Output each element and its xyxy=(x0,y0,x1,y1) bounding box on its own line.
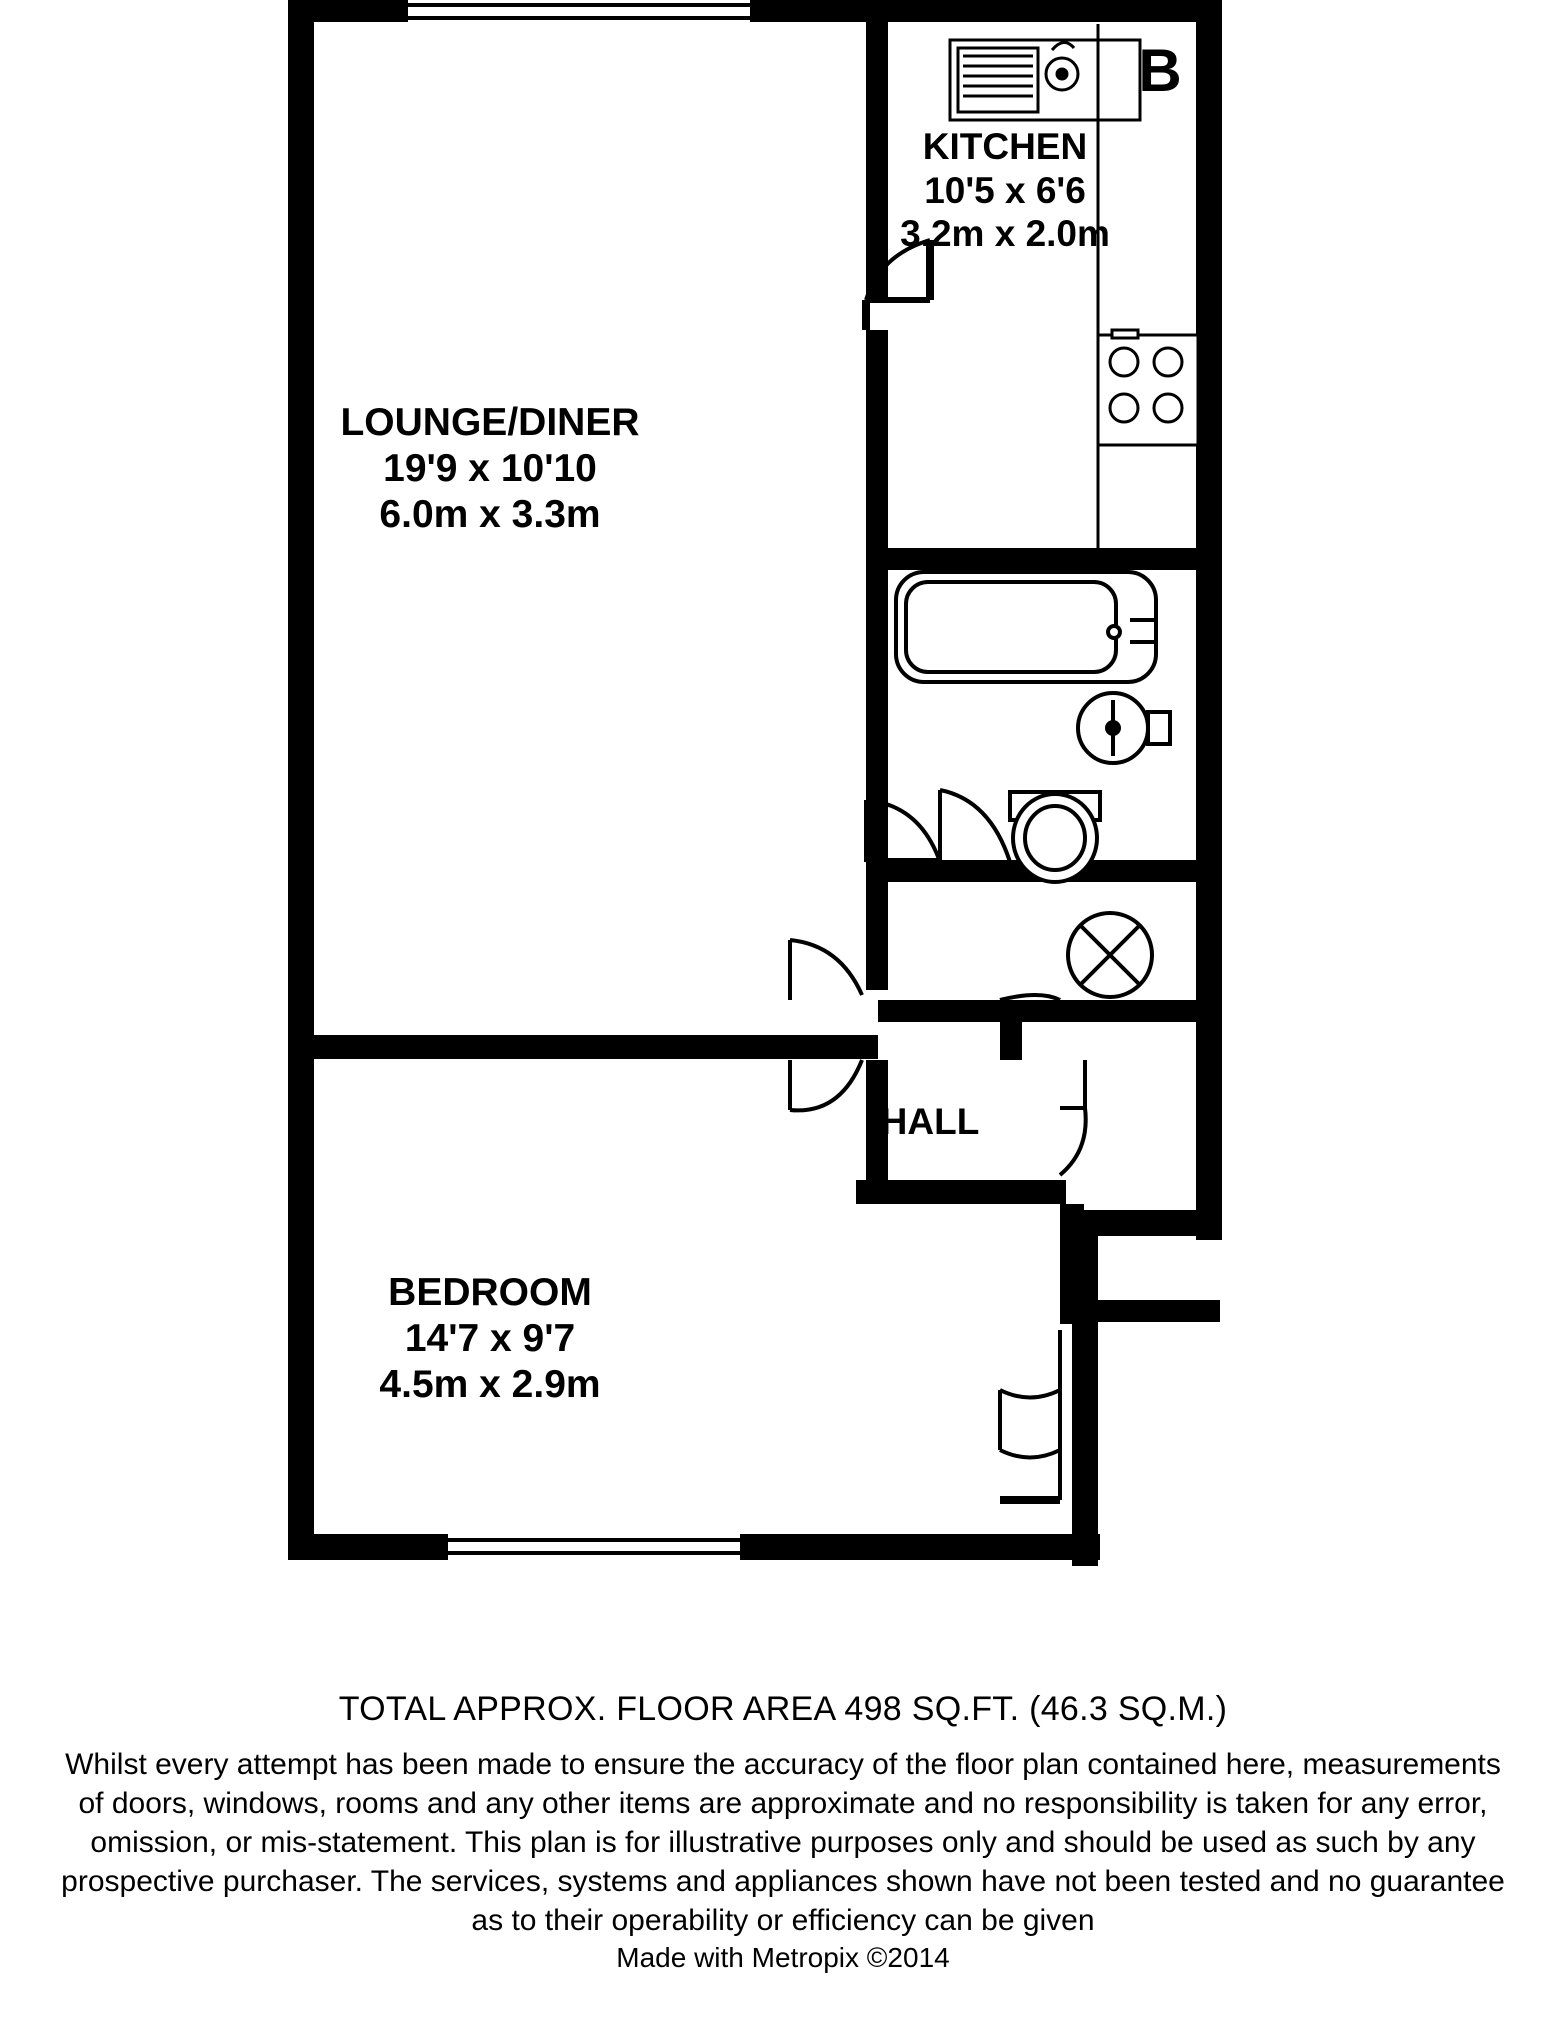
disclaimer-line: of doors, windows, rooms and any other items are approximate and no responsibility is taken for any error, xyxy=(78,1787,1488,1820)
disclaimer-line: omission, or mis-statement. This plan is for illustrative purposes only and should be used as such by any xyxy=(90,1826,1476,1859)
room-name: LOUNGE/DINER xyxy=(340,401,640,444)
cylinder-icon xyxy=(1068,913,1152,997)
room-name: KITCHEN xyxy=(922,126,1088,167)
room-label-hall xyxy=(830,1100,1030,1144)
room-label-kitchen xyxy=(830,125,1180,256)
room-name: HALL xyxy=(880,1101,980,1142)
total-floor-area: TOTAL APPROX. FLOOR AREA 498 SQ.FT. (46.3 SQ.M.) xyxy=(338,1690,1228,1728)
kitchen-hob-icon xyxy=(1098,330,1198,445)
room-dimensions-imperial: 19'9 x 10'10 xyxy=(383,447,597,491)
room-label-lounge xyxy=(210,400,770,538)
disclaimer-line: Whilst every attempt has been made to ensure the accuracy of the floor plan contained here, measurements xyxy=(65,1748,1501,1781)
footer xyxy=(0,1690,1566,1974)
credit-line: Made with Metropix ©2014 xyxy=(616,1942,950,1973)
disclaimer-text xyxy=(0,1745,1566,1940)
kitchen-sink-icon xyxy=(950,40,1140,120)
room-dimensions-imperial: 14'7 x 9'7 xyxy=(404,1317,576,1361)
room-name: BEDROOM xyxy=(388,1271,592,1314)
room-dimensions-metric: 6.0m x 3.3m xyxy=(379,493,601,537)
room-label-bedroom xyxy=(230,1270,750,1408)
toilet-icon xyxy=(1010,792,1100,882)
bathtub-icon xyxy=(896,572,1158,682)
plan-badge: B xyxy=(1138,37,1182,104)
disclaimer-line: prospective purchaser. The services, systems and appliances shown have not been tested and no guarantee xyxy=(61,1865,1505,1898)
room-dimensions-metric: 3.2m x 2.0m xyxy=(900,213,1110,255)
room-dimensions-metric: 4.5m x 2.9m xyxy=(379,1363,601,1407)
room-dimensions-imperial: 10'5 x 6'6 xyxy=(924,169,1086,211)
disclaimer-line: as to their operability or efficiency can be given xyxy=(471,1904,1095,1937)
wash-basin-icon xyxy=(1078,693,1170,763)
